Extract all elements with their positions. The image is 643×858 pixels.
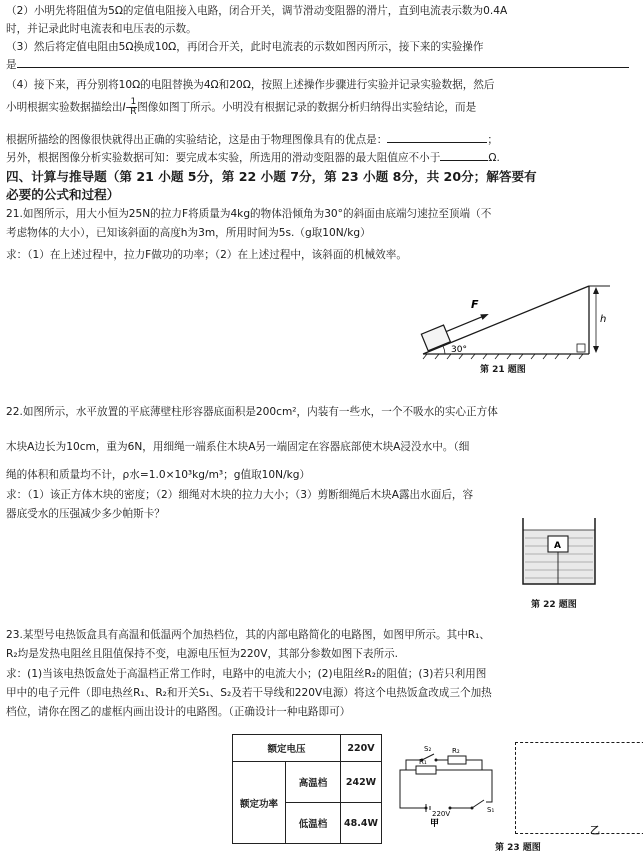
low-temp-label: 低温档 xyxy=(286,803,341,844)
high-temp-value: 242W xyxy=(341,762,382,803)
q20-part3-line2 xyxy=(6,58,629,72)
unit-ohm: Ω. xyxy=(488,152,500,164)
rated-voltage-value: 220V xyxy=(341,735,382,762)
q21-line3: 求：（1）在上述过程中，拉力F做功的功率；（2）在上述过程中，该斜面的机械效率。 xyxy=(6,249,407,261)
q23-line3: 求：(1)当该电热饭盒处于高温档正常工作时，电路中的电流大小；(2)电阻丝R₂的阻值；(3)若只利用图 xyxy=(6,668,487,680)
parameter-table xyxy=(232,734,382,844)
angle-label: 30° xyxy=(451,345,467,355)
fraction-numerator: 1 xyxy=(130,97,137,107)
q20-part4-text-3: 根据所描绘的图像很快就得出正确的实验结论，这是由于物理图像具有的优点是： xyxy=(6,134,388,146)
q23-line1: 23.某型号电热饭盒具有高温和低温两个加热档位，其的内部电路简化的电路图，如图甲所示。其中R₁、 xyxy=(6,629,490,641)
section-4-title-2: 必要的公式和过程） xyxy=(6,187,120,202)
answer-blank-advantage xyxy=(387,142,487,143)
switch-s2-label: S₂ xyxy=(424,745,432,753)
switch-s1-label: S₁ xyxy=(487,806,495,814)
block-label: A xyxy=(554,541,561,551)
q22-line4: 求：（1）该正方体木块的密度；（2）细绳对木块的拉力大小；（3）剪断细绳后木块A露出水面后，容 xyxy=(6,489,474,501)
answer-blank-resistance xyxy=(440,160,488,161)
semicolon: ； xyxy=(487,134,498,146)
resistor-r1-label: R₁ xyxy=(419,758,427,766)
design-dashed-box xyxy=(515,742,643,834)
q22-line1: 22.如图所示，水平放置的平底薄壁柱形容器底面积是200cm²，内装有一些水，一个不吸水的实心正方体 xyxy=(6,406,498,418)
rated-power-label: 额定功率 xyxy=(233,762,286,844)
q23-line5: 档位，请你在图乙的虚框内画出设计的电路图。（正确设计一种电路即可） xyxy=(6,706,351,718)
height-label: h xyxy=(600,314,607,325)
q20-part4-text-4: 另外，根据图像分析实验数据可知：要完成本实验，所选用的滑动变阻器的最大阻值应不小于 xyxy=(6,152,441,164)
q20-part4-line2 xyxy=(6,98,476,117)
q23-caption: 第 23 题图 xyxy=(495,843,541,853)
q21-line2: 考虑物体的大小），已知该斜面的高度h为3m，所用时间为5s.（g取10N/kg） xyxy=(6,227,371,239)
q22-line2: 木块A边长为10cm，重为6N，用细绳一端系住木块A另一端固定在容器底部使木块A浸没水中。（细 xyxy=(6,441,470,453)
force-label: F xyxy=(471,298,479,311)
incline-figure xyxy=(415,282,610,360)
formula-i: I- xyxy=(122,101,130,114)
block-on-incline xyxy=(421,325,450,351)
section-4-title: 四、计算与推导题（第 21 小题 5分，第 22 小题 7分，第 23 小题 8分，共 20分；解答要有 xyxy=(6,169,537,184)
container-figure xyxy=(520,518,600,588)
q23-line2: R₂均是发热电阻丝且阻值保持不变，电源电压恒为220V，其部分参数如图下表所示. xyxy=(6,648,399,660)
fraction-denominator: R xyxy=(130,107,137,117)
answer-blank-operation xyxy=(17,67,629,68)
q22-line5: 器底受水的压强减少多少帕斯卡？ xyxy=(6,508,165,520)
q20-part4-line1: （4）接下来，再分别将10Ω的电阻替换为4Ω和20Ω，按照上述操作步骤进行实验并记录实验数据，然后 xyxy=(6,79,495,91)
figure-jia-label: 甲 xyxy=(430,819,440,828)
q20-part4-line4 xyxy=(6,151,500,165)
q20-part3-line1: （3）然后将定值电阻由5Ω换成10Ω，再闭合开关，此时电流表的示数如图丙所示，接下来的实验操作 xyxy=(6,41,484,53)
q20-part3-prefix: 是 xyxy=(6,59,17,71)
q20-part4-line3 xyxy=(6,133,498,147)
q22-line3: 绳的体积和质量均不计，ρ水=1.0×10³kg/m³；g值取10N/kg） xyxy=(6,469,311,481)
figure-yi-label: 乙 xyxy=(590,826,600,837)
q22-caption: 第 22 题图 xyxy=(531,600,577,610)
q20-part4-text-2: 图像如图丁所示。小明没有根据记录的数据分析归纳得出实验结论，而是 xyxy=(137,101,477,114)
high-temp-label: 高温档 xyxy=(286,762,341,803)
resistor-r2-label: R₂ xyxy=(452,747,460,755)
q21-caption: 第 21 题图 xyxy=(480,365,526,375)
q20-part2-line2: 时，并记录此时电流表和电压表的示数。 xyxy=(6,23,197,35)
rated-voltage-label: 额定电压 xyxy=(233,735,341,762)
q21-line1: 21.如图所示，用大小恒为25N的拉力F将质量为4kg的物体沿倾角为30°的斜面由底端匀速拉至顶端（不 xyxy=(6,208,492,220)
q20-part2-line1: （2）小明先将阻值为5Ω的定值电阻接入电路，闭合开关，调节滑动变阻器的滑片，直到电流表示数为0.4A xyxy=(6,5,508,17)
source-label: 220V xyxy=(432,810,451,818)
low-temp-value: 48.4W xyxy=(341,803,382,844)
circuit-diagram-jia xyxy=(392,740,502,828)
q23-line4: 甲中的电子元件（即电热丝R₁、R₂和开关S₁、S₂及若干导线和220V电源）将这个电热饭盒改成三个加热 xyxy=(6,687,492,699)
q20-part4-text: 小明根据实验数据描绘出 xyxy=(6,101,123,114)
